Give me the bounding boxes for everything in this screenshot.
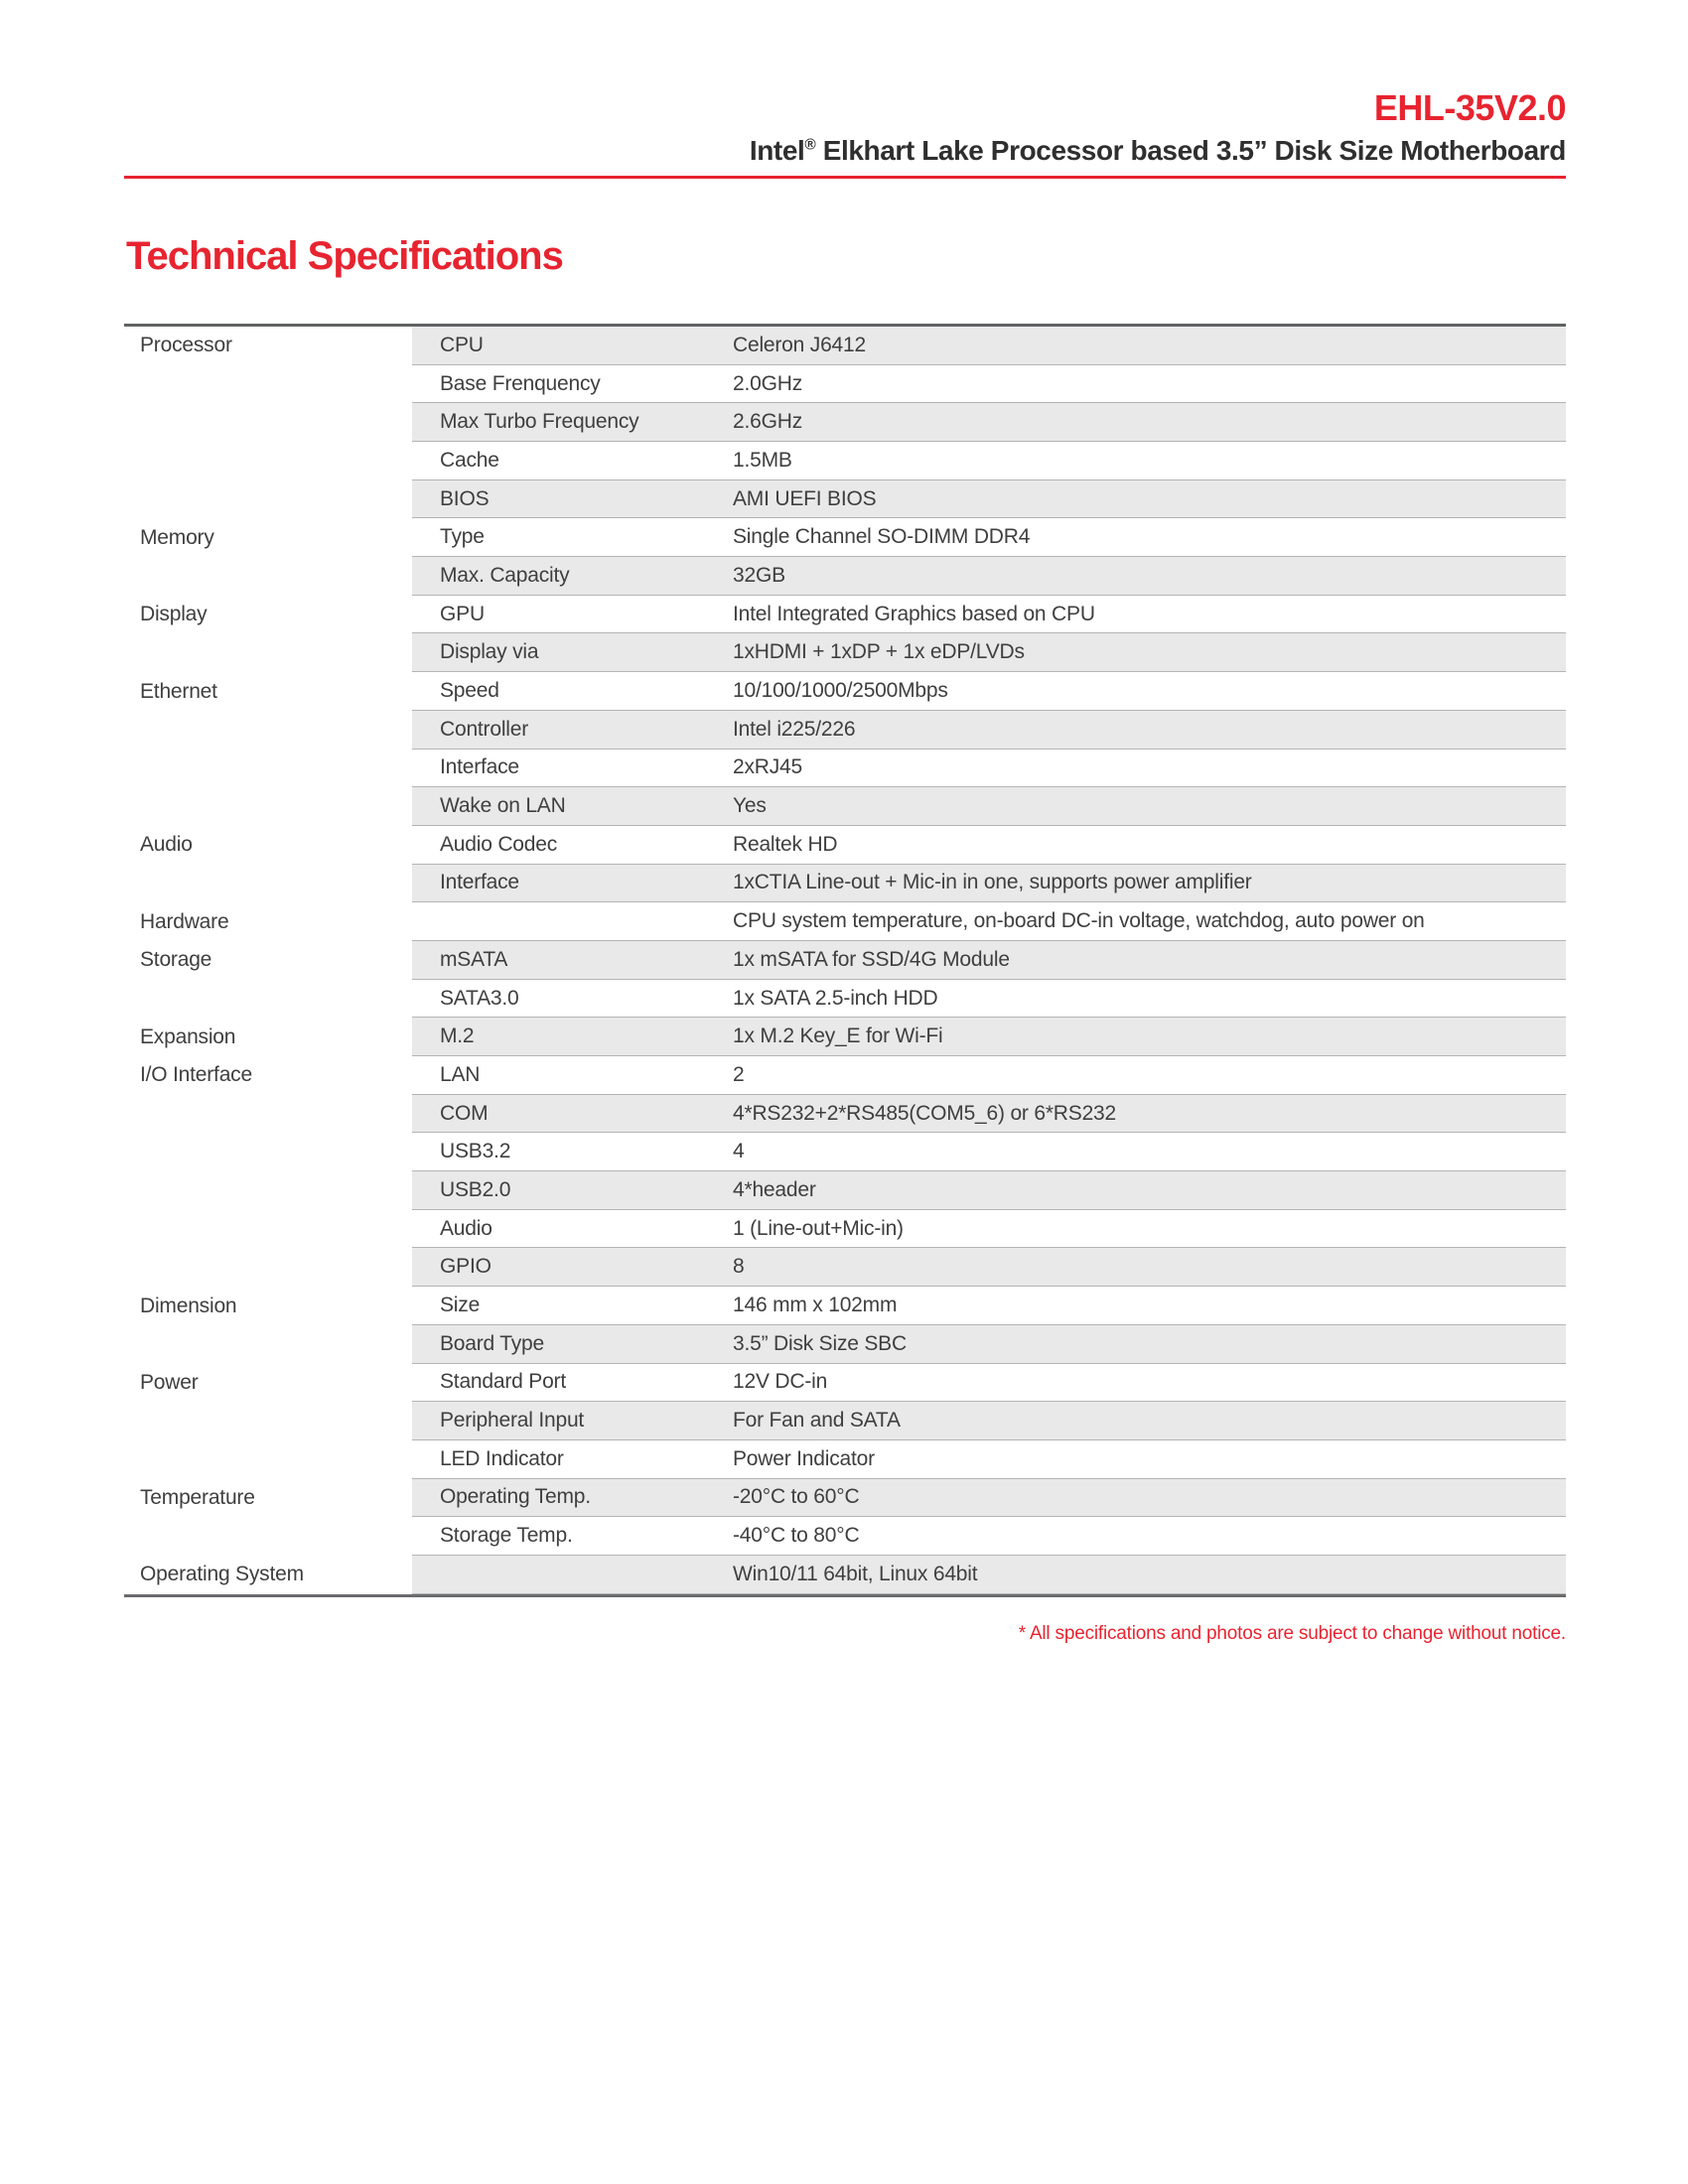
- spec-table-row: [124, 557, 1566, 596]
- spec-key-cell: Max. Capacity: [440, 563, 570, 587]
- spec-key-cell: Audio Codec: [440, 832, 558, 856]
- key-value-block: [412, 327, 1566, 365]
- spec-value-cell: AMI UEFI BIOS: [733, 486, 877, 510]
- key-value-block: [412, 787, 1566, 826]
- spec-value-cell: Intel Integrated Graphics based on CPU: [733, 602, 1095, 625]
- spec-key-cell: COM: [440, 1101, 489, 1125]
- category-cell: I/O Interface: [124, 1056, 412, 1095]
- spec-value-cell: 10/100/1000/2500Mbps: [733, 679, 948, 703]
- spec-value-cell: Win10/11 64bit, Linux 64bit: [733, 1562, 978, 1585]
- spec-table-row: [124, 1095, 1566, 1134]
- spec-value-cell: For Fan and SATA: [733, 1409, 901, 1433]
- spec-key-cell: Base Frenquency: [440, 371, 601, 395]
- spec-key-cell: Operating Temp.: [440, 1485, 591, 1509]
- key-value-block: [412, 1517, 1566, 1556]
- key-value-block: [412, 1440, 1566, 1479]
- spec-key-cell: USB3.2: [440, 1140, 511, 1163]
- spec-table-row: [124, 1440, 1566, 1479]
- key-value-block: [412, 980, 1566, 1019]
- key-value-block: [412, 480, 1566, 519]
- key-value-block: [412, 672, 1566, 711]
- spec-value-cell: 1 (Line-out+Mic-in): [733, 1216, 904, 1240]
- spec-value-cell: 2.6GHz: [733, 410, 802, 434]
- spec-key-cell: BIOS: [440, 486, 490, 510]
- spec-value-cell: -40°C to 80°C: [733, 1524, 860, 1548]
- spec-value-cell: 3.5” Disk Size SBC: [733, 1331, 907, 1355]
- spec-value-cell: 2.0GHz: [733, 371, 802, 395]
- category-cell: [124, 980, 412, 1019]
- key-value-block: [412, 557, 1566, 596]
- category-cell: Temperature: [124, 1479, 412, 1518]
- spec-key-cell: Display via: [440, 640, 539, 664]
- spec-table-row: [124, 1133, 1566, 1171]
- spec-table-row: [124, 941, 1566, 980]
- key-value-block: [412, 403, 1566, 442]
- spec-key-cell: Audio: [440, 1216, 492, 1240]
- key-value-block: [412, 442, 1566, 480]
- spec-value-cell: 1x mSATA for SSD/4G Module: [733, 947, 1010, 971]
- key-value-block: [412, 750, 1566, 788]
- spec-key-cell: Board Type: [440, 1331, 545, 1355]
- category-cell: [124, 1517, 412, 1556]
- spec-key-cell: SATA3.0: [440, 986, 519, 1010]
- spec-key-cell: Interface: [440, 871, 519, 894]
- spec-value-cell: 4: [733, 1140, 745, 1163]
- section-title: Technical Specifications: [126, 233, 563, 278]
- key-value-block: [412, 826, 1566, 865]
- key-value-block: [412, 1248, 1566, 1287]
- spec-value-cell: 2: [733, 1062, 745, 1086]
- key-value-block: [412, 1479, 1566, 1518]
- spec-table-row: [124, 1402, 1566, 1440]
- category-cell: Storage: [124, 941, 412, 980]
- spec-table-row: [124, 865, 1566, 903]
- key-value-block: [412, 1171, 1566, 1210]
- spec-value-cell: 146 mm x 102mm: [733, 1294, 898, 1317]
- spec-table-row: [124, 980, 1566, 1019]
- key-value-block: [412, 1056, 1566, 1095]
- category-cell: Ethernet: [124, 672, 412, 711]
- key-value-block: [412, 1095, 1566, 1134]
- spec-key-cell: Cache: [440, 448, 499, 472]
- spec-table-row: [124, 480, 1566, 519]
- spec-key-cell: GPIO: [440, 1255, 492, 1279]
- spec-key-cell: Standard Port: [440, 1370, 566, 1394]
- category-cell: [124, 403, 412, 442]
- spec-value-cell: CPU system temperature, on-board DC-in voltage, watchdog, auto power on: [733, 909, 1425, 933]
- registered-trademark-symbol: ®: [804, 137, 816, 155]
- doc-header: [124, 0, 1566, 179]
- key-value-block: [412, 1364, 1566, 1403]
- spec-table-row: [124, 787, 1566, 826]
- spec-table-row: [124, 902, 1566, 941]
- spec-table-row: [124, 1210, 1566, 1249]
- category-cell: Dimension: [124, 1287, 412, 1325]
- key-value-block: [412, 1556, 1566, 1594]
- spec-table-row: [124, 711, 1566, 750]
- spec-key-cell: Speed: [440, 679, 499, 703]
- spec-table-row: [124, 1056, 1566, 1095]
- category-cell: [124, 1210, 412, 1249]
- category-cell: Audio: [124, 826, 412, 865]
- category-cell: [124, 1248, 412, 1287]
- spec-value-cell: Power Indicator: [733, 1446, 875, 1470]
- spec-key-cell: USB2.0: [440, 1177, 511, 1201]
- spec-value-cell: 1x SATA 2.5-inch HDD: [733, 986, 938, 1010]
- key-value-block: [412, 941, 1566, 980]
- subtitle-text: Elkhart Lake Processor based 3.5” Disk Size Motherboard: [815, 135, 1566, 167]
- spec-table: [124, 324, 1566, 1597]
- key-value-block: [412, 902, 1566, 941]
- category-cell: [124, 1133, 412, 1171]
- spec-table-row: [124, 442, 1566, 480]
- spec-key-cell: LAN: [440, 1062, 481, 1086]
- spec-value-cell: 4*header: [733, 1177, 816, 1201]
- spec-table-row: [124, 633, 1566, 672]
- category-cell: [124, 442, 412, 480]
- key-value-block: [412, 596, 1566, 634]
- spec-table-row: [124, 1364, 1566, 1403]
- spec-value-cell: -20°C to 60°C: [733, 1485, 860, 1509]
- key-value-block: [412, 711, 1566, 750]
- spec-key-cell: Size: [440, 1294, 481, 1317]
- spec-value-cell: 1x M.2 Key_E for Wi-Fi: [733, 1024, 943, 1048]
- spec-table-row: [124, 365, 1566, 404]
- category-cell: Processor: [124, 327, 412, 365]
- spec-value-cell: 1.5MB: [733, 448, 792, 472]
- key-value-block: [412, 518, 1566, 557]
- spec-key-cell: Interface: [440, 755, 519, 779]
- key-value-block: [412, 365, 1566, 404]
- category-cell: Expansion: [124, 1018, 412, 1056]
- footnote: * All specifications and photos are subject to change without notice.: [1018, 1622, 1566, 1644]
- spec-table-row: [124, 518, 1566, 557]
- key-value-block: [412, 865, 1566, 903]
- category-cell: [124, 633, 412, 672]
- model-number: EHL-35V2.0: [1373, 87, 1566, 128]
- spec-value-cell: 2xRJ45: [733, 755, 803, 779]
- spec-value-cell: 1xHDMI + 1xDP + 1x eDP/LVDs: [733, 640, 1025, 664]
- spec-table-row: [124, 1248, 1566, 1287]
- spec-value-cell: 32GB: [733, 563, 785, 587]
- category-cell: Power: [124, 1364, 412, 1403]
- spec-table-row: [124, 1018, 1566, 1056]
- key-value-block: [412, 1018, 1566, 1056]
- spec-table-row: [124, 826, 1566, 865]
- spec-key-cell: Controller: [440, 717, 529, 741]
- key-value-block: [412, 1325, 1566, 1364]
- key-value-block: [412, 1287, 1566, 1325]
- category-cell: Operating System: [124, 1556, 412, 1594]
- spec-table-row: [124, 1171, 1566, 1210]
- spec-value-cell: Celeron J6412: [733, 333, 866, 356]
- key-value-block: [412, 1210, 1566, 1249]
- category-cell: [124, 1440, 412, 1479]
- spec-key-cell: GPU: [440, 602, 485, 625]
- spec-key-cell: Wake on LAN: [440, 794, 566, 818]
- category-cell: [124, 750, 412, 788]
- spec-key-cell: Max Turbo Frequency: [440, 410, 639, 434]
- category-cell: [124, 1171, 412, 1210]
- spec-key-cell: Type: [440, 525, 485, 549]
- spec-key-cell: M.2: [440, 1024, 475, 1048]
- header-divider-rule: [124, 176, 1566, 179]
- spec-value-cell: Single Channel SO-DIMM DDR4: [733, 525, 1031, 549]
- spec-table-row: [124, 1287, 1566, 1325]
- spec-table-row: [124, 327, 1566, 365]
- spec-value-cell: 4*RS232+2*RS485(COM5_6) or 6*RS232: [733, 1101, 1117, 1125]
- doc-subtitle: [124, 134, 1566, 168]
- spec-value-cell: 8: [733, 1255, 745, 1279]
- spec-key-cell: Storage Temp.: [440, 1524, 573, 1548]
- spec-table-row: [124, 1479, 1566, 1518]
- spec-key-cell: Peripheral Input: [440, 1409, 585, 1433]
- spec-value-cell: Realtek HD: [733, 832, 838, 856]
- key-value-block: [412, 1133, 1566, 1171]
- subtitle-brand: Intel: [749, 135, 805, 167]
- spec-table-row: [124, 1325, 1566, 1364]
- category-cell: [124, 1325, 412, 1364]
- datasheet-page: [124, 0, 1566, 1645]
- category-cell: [124, 787, 412, 826]
- category-cell: [124, 711, 412, 750]
- category-cell: Display: [124, 596, 412, 634]
- spec-value-cell: 1xCTIA Line-out + Mic-in in one, supports power amplifier: [733, 871, 1252, 894]
- spec-key-cell: CPU: [440, 333, 484, 356]
- spec-key-cell: mSATA: [440, 947, 508, 971]
- spec-value-cell: 12V DC-in: [733, 1370, 828, 1394]
- category-cell: [124, 365, 412, 404]
- category-cell: [124, 1095, 412, 1134]
- key-value-block: [412, 1402, 1566, 1440]
- category-cell: [124, 480, 412, 519]
- category-cell: [124, 1402, 412, 1440]
- spec-value-cell: Intel i225/226: [733, 717, 856, 741]
- category-cell: Hardware: [124, 902, 412, 941]
- category-cell: Memory: [124, 518, 412, 557]
- spec-table-row: [124, 750, 1566, 788]
- spec-value-cell: Yes: [733, 794, 767, 818]
- spec-table-row: [124, 1556, 1566, 1594]
- spec-table-row: [124, 403, 1566, 442]
- key-value-block: [412, 633, 1566, 672]
- spec-key-cell: LED Indicator: [440, 1446, 564, 1470]
- category-cell: [124, 557, 412, 596]
- category-cell: [124, 865, 412, 903]
- spec-table-row: [124, 672, 1566, 711]
- spec-table-row: [124, 596, 1566, 634]
- spec-table-row: [124, 1517, 1566, 1556]
